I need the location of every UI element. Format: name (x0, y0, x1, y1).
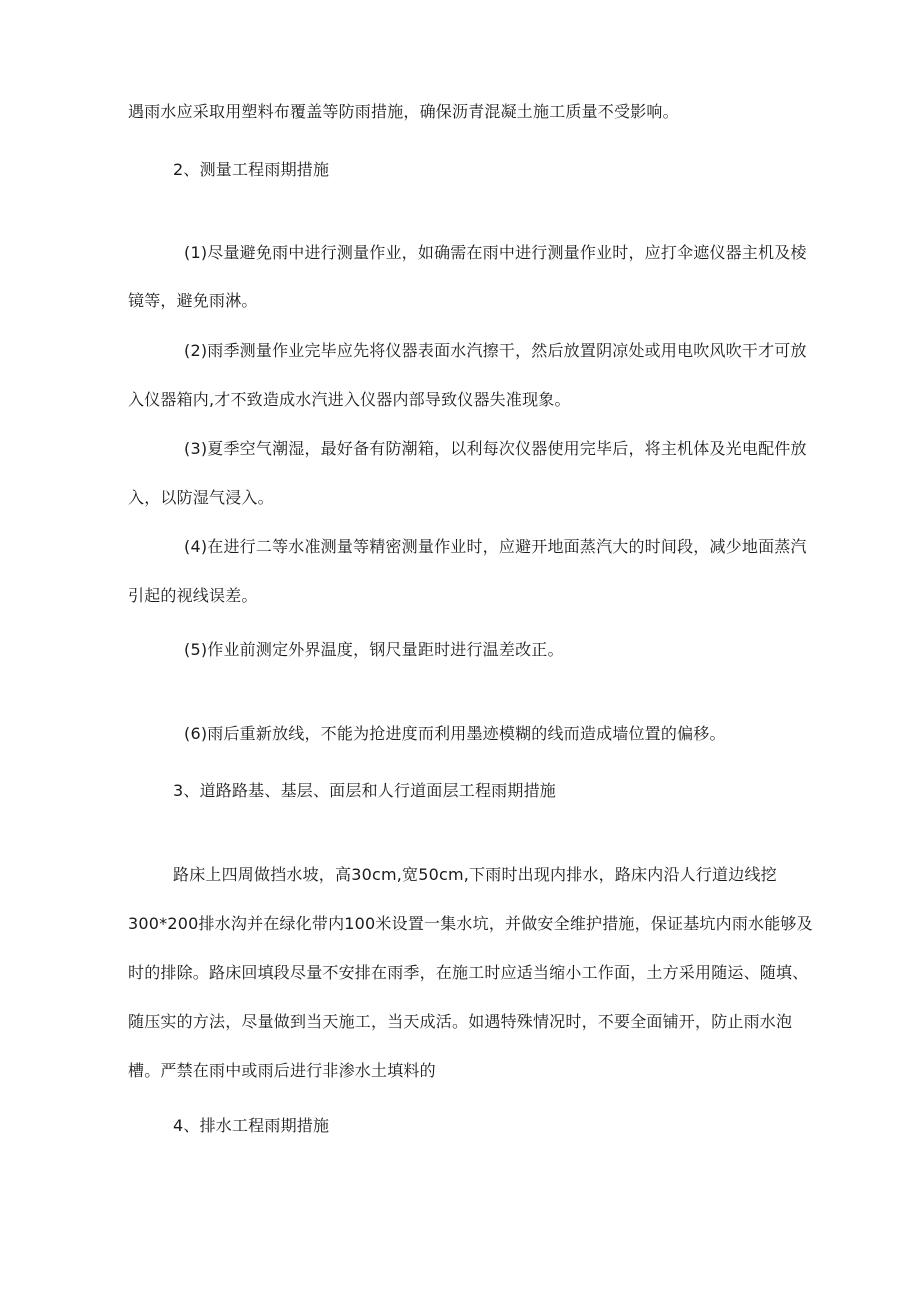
item-2-line-2: 入仪器箱内,才不致造成水汽进入仪器内部导致仪器失准现象。 (128, 390, 571, 409)
item-1-line-1: (1)尽量避免雨中进行测量作业，如确需在雨中进行测量作业时，应打伞遮仪器主机及棱 (184, 243, 807, 262)
section-3-line-5: 槽。严禁在雨中或雨后进行非渗水土填料的 (128, 1061, 436, 1080)
section-3-line-3: 时的排除。路床回填段尽量不安排在雨季，在施工时应适当缩小工作面，土方采用随运、随填、 (128, 963, 809, 982)
item-3-line-1: (3)夏季空气潮湿，最好备有防潮箱，以利每次仪器使用完毕后，将主机体及光电配件放 (184, 439, 807, 458)
section-3-heading: 3、道路路基、基层、面层和人行道面层工程雨期措施 (173, 781, 556, 800)
item-1-line-2: 镜等，避免雨淋。 (128, 291, 258, 310)
section-2-heading: 2、测量工程雨期措施 (173, 160, 330, 179)
section-3-line-2: 300*200排水沟并在绿化带内100米设置一集水坑，并做安全维护措施，保证基坑内雨水能够及 (128, 914, 813, 933)
item-3-line-2: 入，以防湿气浸入。 (128, 488, 274, 507)
item-5-line-1: (5)作业前测定外界温度，钢尺量距时进行温差改正。 (184, 640, 564, 659)
item-2-line-1: (2)雨季测量作业完毕应先将仪器表面水汽擦干，然后放置阴凉处或用电吹风吹干才可放 (184, 341, 807, 360)
section-3-line-4: 随压实的方法，尽量做到当天施工，当天成活。如遇特殊情况时，不要全面铺开，防止雨水泡 (128, 1012, 793, 1031)
intro-line: 遇雨水应采取用塑料布覆盖等防雨措施，确保沥青混凝土施工质量不受影响。 (128, 102, 679, 121)
item-4-line-1: (4)在进行二等水准测量等精密测量作业时，应避开地面蒸汽大的时间段，减少地面蒸汽 (184, 537, 807, 556)
section-3-line-1: 路床上四周做挡水坡，高30cm,宽50cm,下雨时出现内排水，路床内沿人行道边线挖 (173, 865, 777, 884)
section-4-heading: 4、排水工程雨期措施 (173, 1116, 330, 1135)
item-6-line-1: (6)雨后重新放线，不能为抢进度而利用墨迹模糊的线而造成墙位置的偏移。 (184, 724, 726, 743)
item-4-line-2: 引起的视线误差。 (128, 586, 258, 605)
